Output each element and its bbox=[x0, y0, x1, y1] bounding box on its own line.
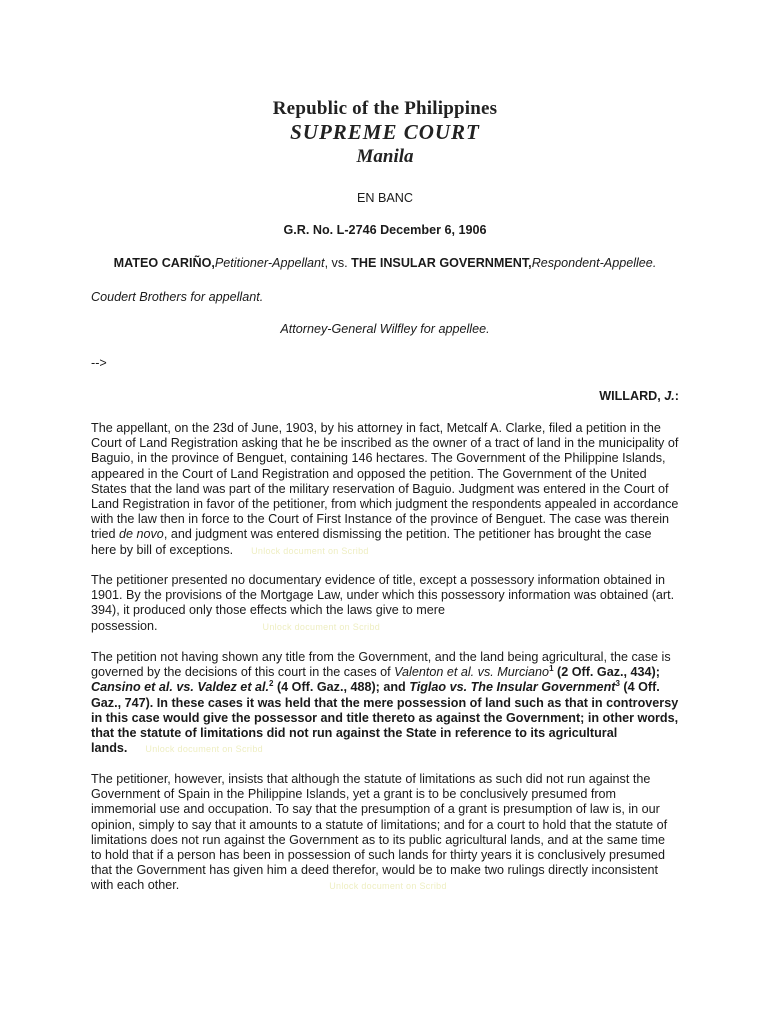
respondent-role: Respondent-Appellee. bbox=[531, 256, 657, 270]
citation-1: (2 Off. Gaz., 434); bbox=[553, 665, 660, 680]
footnote-3[interactable]: 3 bbox=[615, 679, 620, 689]
case-citation-1: Valenton et al. vs. Murciano bbox=[394, 665, 550, 680]
paragraph-2 bbox=[91, 573, 679, 635]
paragraph-2-tail: possession. bbox=[91, 618, 158, 633]
paragraph-3-text-a: The petition not having shown any title from the Government, and the land being agricultural, the case is governed by the decisions of this court in the cases of bbox=[91, 650, 671, 680]
citation-2: (4 Off. Gaz., 488); and bbox=[273, 680, 410, 695]
watermark-link[interactable]: Unlock document on Scribd bbox=[329, 881, 447, 892]
masthead bbox=[91, 98, 679, 168]
paragraph-1-text-b: , and judgment was entered dismissing the petition. The petitioner has brought the case here by bill of exceptions. bbox=[91, 527, 652, 557]
paragraph-1-italic: de novo bbox=[119, 527, 164, 542]
footnote-1[interactable]: 1 bbox=[549, 664, 554, 674]
respondent-name: THE INSULAR GOVERNMENT, bbox=[351, 256, 532, 270]
paragraph-1-text-a: The appellant, on the 23d of June, 1903, by his attorney in fact, Metcalf A. Clarke, filed a petition in the Court of Land Registration asking that he be inscribed as the owner of a tract of land in the municipality of Baguio, in the province of Benguet, containing 146 hectares. The Government of the Philippine Islands, appeared in the Court of Land Registration and opposed the petition. The Government of the United States that the land was part of the military reservation of Baguio. Judgment was entered in the Court of Land Registration in favor of the petitioner, from which judgment the respondents appealed in accordance with the law then in force to the Court of First Instance of the province of Benguet. The case was therein tried bbox=[91, 421, 679, 542]
citation-3: (4 Off. Gaz., 747). In these cases it was held that the mere possession of land such as that in controversy in this case would give the possessor and title thereto as against the Government; in other words, that the statute of limitations did not run against the State in reference to its agricultural lands. bbox=[91, 680, 679, 756]
footnote-2[interactable]: 2 bbox=[269, 679, 274, 689]
versus-text: , vs. bbox=[324, 256, 352, 270]
masthead-supreme-court: SUPREME COURT bbox=[290, 120, 480, 144]
case-number: G.R. No. L-2746 December 6, 1906 bbox=[283, 223, 487, 237]
case-citation-2: Cansino et al. vs. Valdez et al. bbox=[91, 680, 270, 695]
masthead-manila: Manila bbox=[356, 146, 414, 167]
petitioner-role: Petitioner-Appellant bbox=[214, 256, 325, 270]
paragraph-2-text: The petitioner presented no documentary evidence of title, except a possessory information obtained in 1901. By the provisions of the Mortgage Law, under which this possessory information was obtained (art. 394), it produced only those effects which the laws give to mere bbox=[91, 573, 675, 618]
marker-text: --> bbox=[91, 356, 107, 370]
division-heading: EN BANC bbox=[357, 191, 413, 205]
masthead-republic: Republic of the Philippines bbox=[272, 98, 498, 119]
ponente-name: WILLARD, bbox=[599, 389, 665, 403]
counsel-appellee: Attorney-General Wilfley for appellee. bbox=[280, 322, 490, 336]
petitioner-name: MATEO CARIÑO, bbox=[113, 256, 215, 270]
ponente bbox=[91, 389, 679, 404]
case-citation-3: Tiglao vs. The Insular Government bbox=[409, 680, 616, 695]
watermark-link[interactable]: Unlock document on Scribd bbox=[145, 744, 263, 755]
ponente-title: J. bbox=[664, 389, 675, 403]
paragraph-4-text: The petitioner, however, insists that although the statute of limitations as such did not run against the Government of Spain in the Philippine Islands, yet a grant is to be conclusively presumed from immemorial use and occupation. To say that the presumption of a grant is presumption of law is, in our opinion, simply to say that it amounts to a statute of limitations; and for a court to hold that the statute of limitations does not run against the Government as to its public agricultural lands, and at the same time to hold that if a person has been in possession of such lands for thirty years it is conclusively presumed that the Government has given him a deed therefor, would be to make two rulings directly inconsistent with each other. bbox=[91, 772, 668, 893]
watermark-link[interactable]: Unlock document on Scribd bbox=[262, 621, 381, 632]
watermark-link[interactable]: Unlock document on Scribd bbox=[251, 545, 369, 556]
paragraph-3 bbox=[91, 650, 679, 757]
counsel-appellant: Coudert Brothers for appellant. bbox=[91, 290, 264, 304]
ponente-colon: : bbox=[674, 389, 679, 403]
paragraph-4 bbox=[91, 772, 679, 895]
paragraph-1 bbox=[91, 421, 679, 559]
case-title bbox=[91, 256, 679, 271]
